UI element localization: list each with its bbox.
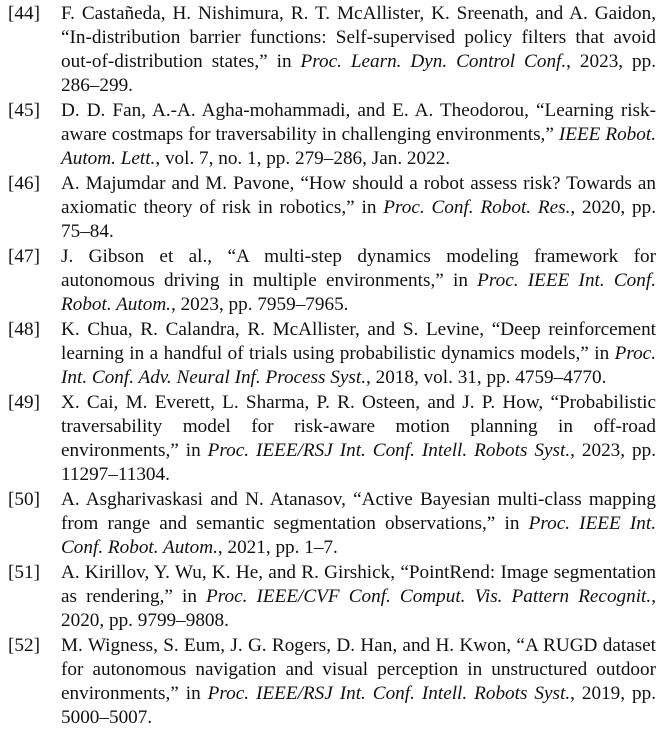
reference-46 xyxy=(8,172,656,244)
reference-venue: Proc. IEEE/RSJ Int. Conf. Intell. Robots Syst. xyxy=(207,683,571,704)
reference-in: in xyxy=(594,343,610,364)
reference-49 xyxy=(8,391,656,487)
reference-authors: M. Wigness, S. Eum, J. G. Rogers, D. Han, and H. Kwon, xyxy=(61,635,512,656)
reference-52 xyxy=(8,634,656,730)
reference-number: [48] xyxy=(8,319,40,340)
reference-details: , 2023, pp. 7959–7965. xyxy=(170,294,349,315)
reference-48 xyxy=(8,318,656,390)
reference-in: in xyxy=(361,197,377,218)
reference-in: in xyxy=(453,270,468,291)
reference-title: “PointRend: Image segmentation as rendering,” xyxy=(61,562,657,607)
reference-venue: Proc. IEEE/RSJ Int. Conf. Intell. Robots Syst. xyxy=(207,440,571,461)
reference-venue: Proc. IEEE Int. Conf. Robot. Autom. xyxy=(61,513,657,558)
reference-in: in xyxy=(276,51,292,72)
reference-authors: D. D. Fan, A.-A. Agha-mohammadi, and E. A. Theodorou, xyxy=(61,100,529,121)
reference-list xyxy=(8,2,656,731)
reference-title: “Deep reinforcement learning in a handful of trials using probabilistic dynamics models,” xyxy=(61,319,656,364)
reference-title: “Active Bayesian multi-class mapping from range and semantic segmentation observations,” xyxy=(61,489,656,534)
reference-in: in xyxy=(185,440,201,461)
reference-number: [44] xyxy=(8,3,40,24)
reference-venue: Proc. IEEE/CVF Conf. Comput. Vis. Pattern Recognit. xyxy=(206,586,652,607)
reference-in: in xyxy=(185,683,201,704)
reference-title: “In-distribution barrier functions: Self-supervised policy filters that avoid out-of-distribution states,” xyxy=(61,27,656,72)
reference-number: [49] xyxy=(8,392,40,413)
reference-venue: Proc. Int. Conf. Adv. Neural Inf. Process Syst. xyxy=(61,343,656,388)
reference-title: “A RUGD dataset for autonomous navigation and visual perception in unstructured outdoor environments,” xyxy=(61,635,656,704)
reference-details: , 2020, pp. 75–84. xyxy=(61,197,657,242)
reference-45 xyxy=(8,99,656,171)
reference-title: “Probabilistic traversability model for risk-aware motion planning in off-road environments,” xyxy=(61,392,656,461)
reference-details: , 2023, pp. 286–299. xyxy=(61,51,657,96)
reference-number: [47] xyxy=(8,246,40,267)
reference-details: , 2019, pp. 5000–5007. xyxy=(61,683,657,728)
reference-47 xyxy=(8,245,656,317)
reference-title: “How should a robot assess risk? Towards an axiomatic theory of risk in robotics,” xyxy=(61,173,656,218)
reference-authors: J. Gibson et al., xyxy=(61,246,213,267)
reference-details: , 2021, pp. 1–7. xyxy=(217,537,338,558)
reference-details: , 2018, vol. 31, pp. 4759–4770. xyxy=(366,367,607,388)
reference-44 xyxy=(8,2,656,98)
reference-authors: A. Majumdar and M. Pavone, xyxy=(61,173,295,194)
reference-authors: A. Kirillov, Y. Wu, K. He, and R. Girshick, xyxy=(61,562,396,583)
reference-51 xyxy=(8,561,656,633)
reference-number: [50] xyxy=(8,489,40,510)
reference-venue: Proc. Conf. Robot. Res. xyxy=(383,197,571,218)
reference-in: in xyxy=(182,586,197,607)
reference-authors: X. Cai, M. Everett, L. Sharma, P. R. Osteen, and J. P. How, xyxy=(61,392,544,413)
reference-number: [52] xyxy=(8,635,40,656)
reference-authors: F. Castañeda, H. Nishimura, R. T. McAllister, K. Sreenath, and A. Gaidon, xyxy=(61,3,656,24)
reference-title: “A multi-step dynamics modeling framework for autonomous driving in multiple environments,” xyxy=(61,246,656,291)
reference-number: [46] xyxy=(8,173,40,194)
reference-venue: Proc. IEEE Int. Conf. Robot. Autom. xyxy=(61,270,657,315)
reference-number: [45] xyxy=(8,100,40,121)
reference-authors: A. Asgharivaskasi and N. Atanasov, xyxy=(61,489,346,510)
reference-authors: K. Chua, R. Calandra, R. McAllister, and S. Levine, xyxy=(61,319,485,340)
reference-in: in xyxy=(504,513,520,534)
reference-title: “Learning risk-aware costmaps for traversability in challenging environments,” xyxy=(61,100,656,145)
reference-details: , 2023, pp. 11297–11304. xyxy=(61,440,657,485)
reference-number: [51] xyxy=(8,562,40,583)
reference-details: , vol. 7, no. 1, pp. 279–286, Jan. 2022. xyxy=(155,148,451,169)
reference-venue: IEEE Robot. Autom. Lett. xyxy=(61,124,656,169)
reference-details: , 2020, pp. 9799–9808. xyxy=(61,586,656,631)
reference-venue: Proc. Learn. Dyn. Control Conf. xyxy=(300,51,567,72)
reference-50 xyxy=(8,488,656,560)
